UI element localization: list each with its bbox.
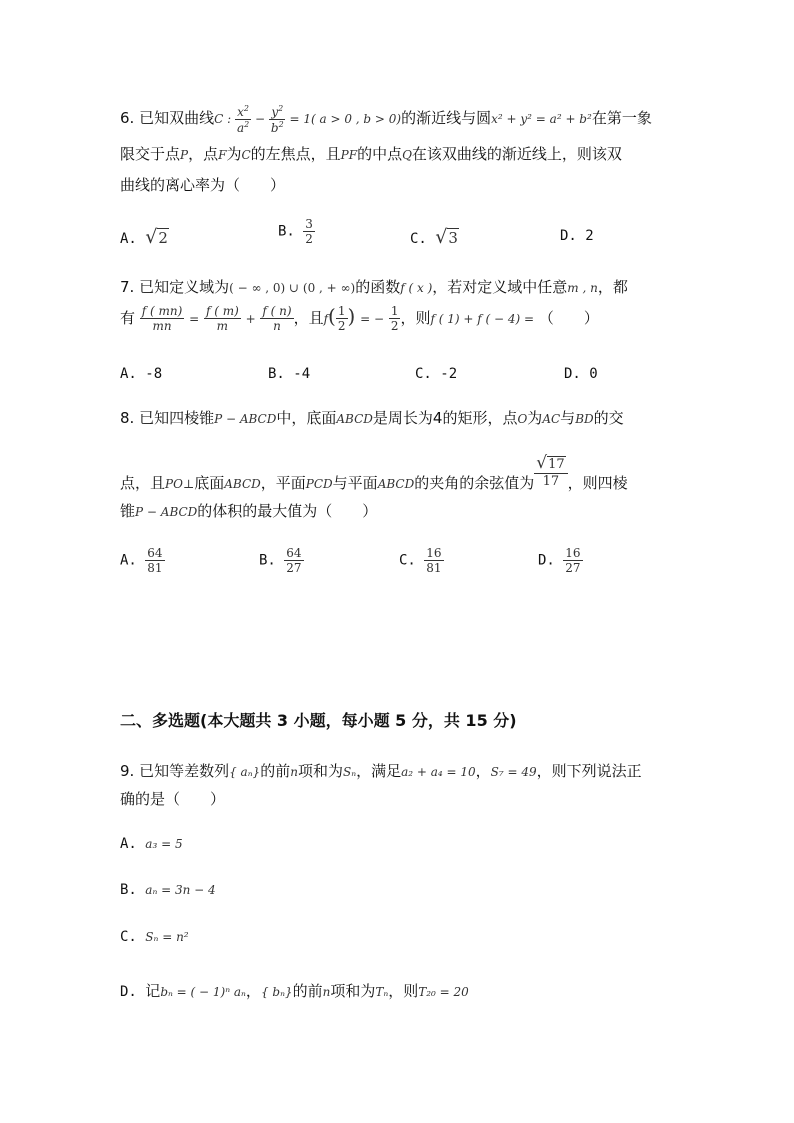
option-label: C. — [120, 929, 137, 945]
q7-text: ，则 — [400, 309, 431, 327]
cond-f: f — [323, 312, 329, 326]
q7-text: 的函数 — [355, 278, 401, 296]
frac-y2-b2: $\frac{y^2}{b^2}$ — [270, 104, 284, 135]
pyramid-expr: P − ABCD — [135, 505, 198, 519]
sqrt-value: 17 — [548, 457, 565, 472]
frac-num: f ( n) — [262, 304, 292, 318]
var-f: F — [218, 148, 227, 162]
option-label: C. — [399, 552, 416, 569]
option-label: C. — [410, 231, 427, 247]
option-text: 的前 — [292, 982, 323, 1000]
a2: a — [236, 121, 245, 135]
q7-text: ，都 — [597, 278, 628, 296]
q9-text: 的前 — [260, 762, 291, 780]
y2: y — [271, 105, 279, 119]
frac-num: 3 — [305, 217, 313, 231]
circle-equation: x² + y² = a² + b² — [491, 112, 592, 126]
var-pf: PF — [340, 148, 358, 162]
cond-a2a4: a₂ + a₄ = 10 — [401, 765, 476, 779]
q8-text: 锥 — [120, 502, 136, 520]
q9-text: ， — [475, 762, 491, 780]
frac-den: 2 — [305, 232, 313, 246]
q6-text: 在该双曲线的渐近线上，则该双 — [411, 145, 622, 163]
var-n: n — [290, 765, 298, 779]
frac-half — [336, 305, 348, 332]
q8-line3 — [120, 500, 377, 523]
q8-text: 点，且 — [120, 474, 166, 492]
q8-line2-text — [120, 474, 534, 492]
frac-x2-a2: $\frac{x^2}{a^2}$ — [236, 104, 250, 135]
option-label: A. — [120, 836, 137, 852]
q6-option-c[interactable] — [410, 226, 459, 248]
option-label: B. — [120, 882, 137, 898]
perp-symbol: ⊥ — [182, 477, 195, 491]
var-po: PO — [165, 477, 183, 491]
q8-text: 与平面 — [332, 474, 378, 492]
plus-sign: + — [245, 312, 256, 326]
option-label: A. — [120, 231, 137, 247]
option-text: ， — [245, 982, 261, 1000]
frac-den: n — [273, 319, 281, 333]
q7-line2: 有 $\frac{f ( mn)}{mn}$ = $\frac{f ( m)}{m}$ + $\frac{f ( n)}{n}$ ，且f( $\frac{1}{2}$ ) = − $\frac{1}{2}$ ，则f ( 1) + f ( − 4) = （ ） — [120, 304, 599, 333]
q9-line2: 确的是（ ） — [120, 790, 226, 808]
var-n: n — [322, 985, 331, 999]
option-expr: bₙ = ( − 1)ⁿ aₙ — [160, 985, 246, 999]
base-abcd: ABCD — [377, 477, 415, 491]
q7-text: 7. 已知定义域为 — [120, 278, 230, 296]
frac-num: 1 — [390, 304, 399, 318]
q6-text: 限交于点 — [120, 145, 181, 163]
q8-text: 的体积的最大值为（ ） — [197, 502, 378, 520]
q8-text: 的交 — [593, 409, 624, 427]
q6-text: 为 — [226, 145, 242, 163]
q9-option-a[interactable] — [120, 836, 183, 852]
frac-den: 2 — [390, 319, 399, 333]
q7-option-c[interactable]: C. -2 — [415, 366, 458, 382]
sqrt-3: √3 — [435, 226, 458, 248]
option-text: 项和为 — [330, 982, 376, 1000]
q6-option-b[interactable] — [278, 218, 315, 245]
q9-text: 项和为 — [297, 762, 343, 780]
q6-line2 — [120, 143, 622, 166]
hyperbola-cond: = 1( a > 0 , b > 0) — [289, 112, 402, 126]
frac-half-2 — [389, 305, 401, 332]
q6-text: 6. 已知双曲线 — [120, 109, 215, 127]
q6-text: 的中点 — [357, 145, 403, 163]
q8-text: ，平面 — [260, 474, 306, 492]
ask-expr: f ( 1) + f ( − 4) = — [430, 312, 535, 326]
frac-num: 64 — [286, 546, 302, 560]
var-sn: Sₙ — [342, 765, 357, 779]
option-label: A. — [120, 552, 137, 569]
frac-num: 64 — [147, 546, 163, 560]
q9-line1 — [120, 760, 642, 783]
q6-line3: 曲线的离心率为（ ） — [120, 176, 286, 194]
q6-option-d[interactable] — [560, 228, 594, 244]
option-text: 记 — [145, 982, 161, 1000]
var-p: P — [180, 148, 189, 162]
sqrt-value: 2 — [158, 229, 168, 247]
q6-line1 — [120, 105, 652, 134]
frac-num: 1 — [337, 304, 346, 318]
q6-text: ，点 — [188, 145, 219, 163]
answer-paren: （ ） — [538, 309, 599, 327]
hyperbola-c: C — [214, 112, 224, 126]
q7-line1 — [120, 276, 628, 299]
seq-bn: { bₙ} — [260, 985, 293, 999]
q9-option-b[interactable] — [120, 882, 216, 898]
option-expr: T₂₀ = 20 — [418, 985, 469, 999]
frac-den: m — [216, 319, 229, 333]
option-label: D. — [538, 552, 555, 569]
frac-den: mn — [152, 319, 172, 333]
q6-text: 的渐近线与圆 — [401, 109, 492, 127]
sqrt-2: √2 — [145, 226, 168, 248]
option-label: D. — [120, 984, 137, 1000]
var-tn: Tₙ — [375, 985, 389, 999]
eq-sign: = — [189, 312, 200, 326]
q8-text: 与 — [560, 409, 576, 427]
cond-s7: S₇ = 49 — [490, 765, 537, 779]
base-abcd: ABCD — [336, 412, 373, 426]
q6-hyperbola: C : $\frac{x^2}{a^2}$ − $\frac{y^2}{b^2}$ = 1( a > 0 , b > 0) — [214, 104, 402, 135]
frac-den: 81 — [147, 561, 163, 575]
q7-text: 有 — [120, 309, 136, 327]
q7-option-a[interactable]: A. -8 — [120, 366, 163, 382]
fx-expr: f ( x ) — [400, 281, 433, 295]
q9-text: 9. 已知等差数列 — [120, 762, 230, 780]
frac-den: 2 — [337, 319, 346, 333]
frac-64-27 — [284, 547, 303, 574]
mn-vars: m , n — [567, 281, 598, 295]
frac-16-81 — [424, 547, 443, 574]
q9-option-d[interactable] — [120, 980, 469, 1002]
q7-text: ，若对定义域中任意 — [432, 278, 568, 296]
var-ac: AC — [542, 412, 561, 426]
frac-cos — [534, 455, 567, 488]
b2: b — [270, 121, 279, 135]
q9-text: ，则下列说法正 — [536, 762, 642, 780]
frac-num: f ( mn) — [141, 304, 183, 318]
q8-option-c[interactable] — [399, 547, 444, 574]
frac-num: f ( m) — [205, 304, 239, 318]
pyramid-expr: P − ABCD — [214, 412, 277, 426]
frac-num: 16 — [565, 546, 581, 560]
q8-text: 的夹角的余弦值为 — [414, 474, 535, 492]
q7-option-b[interactable]: B. -4 — [268, 366, 311, 382]
plane-pcd: PCD — [305, 477, 333, 491]
sqrt-17: √17 — [536, 453, 565, 473]
q7-text: ，且 — [293, 309, 324, 327]
q8-text: 8. 已知四棱锥 — [120, 409, 215, 427]
option-text: ，则 — [388, 982, 419, 1000]
var-bd: BD — [575, 412, 594, 426]
base-abcd: ABCD — [224, 477, 261, 491]
frac-fmn — [140, 305, 185, 332]
x2: x — [237, 105, 244, 119]
q9-text: ，满足 — [356, 762, 402, 780]
frac-den: 17 — [542, 474, 560, 489]
q6-text: 在第一象 — [591, 109, 652, 127]
frac-16-27 — [563, 547, 582, 574]
q6-text: 的左焦点，且 — [250, 145, 341, 163]
q8-text: ，则四棱 — [567, 474, 628, 492]
frac-fm — [204, 305, 241, 332]
frac-fn — [260, 305, 293, 332]
section-heading: 二、多选题(本大题共 3 小题，每小题 5 分，共 15 分) — [120, 711, 517, 730]
domain-expr: ( − ∞ , 0) ∪ (0 , + ∞) — [229, 281, 356, 295]
frac-den: 27 — [565, 561, 581, 575]
seq-an: { aₙ} — [229, 765, 261, 779]
q9-option-c[interactable] — [120, 929, 189, 945]
option-value: 2 — [585, 228, 594, 244]
q8-option-b[interactable] — [259, 547, 304, 574]
frac-num: 16 — [426, 546, 442, 560]
option-expr: a₃ = 5 — [145, 837, 183, 851]
var-c: C — [241, 148, 251, 162]
eq-minus: = − — [360, 312, 385, 326]
q8-line1 — [120, 407, 624, 430]
q8-option-a[interactable] — [120, 547, 165, 574]
frac-3-2 — [303, 218, 315, 245]
q8-text: 是周长为4的矩形，点 — [372, 409, 518, 427]
q8-text: 底面 — [194, 474, 225, 492]
q6-option-a[interactable] — [120, 226, 169, 248]
var-o: O — [517, 412, 528, 426]
q8-text: 为 — [527, 409, 543, 427]
var-q: Q — [402, 148, 412, 162]
q7-option-d[interactable]: D. 0 — [564, 366, 598, 382]
option-expr: Sₙ = n² — [145, 930, 189, 944]
option-expr: aₙ = 3n − 4 — [145, 883, 216, 897]
q8-text: 中，底面 — [276, 409, 337, 427]
q8-option-d[interactable] — [538, 547, 583, 574]
frac-64-81 — [145, 547, 164, 574]
sqrt-value: 3 — [448, 229, 458, 247]
option-label: B. — [259, 552, 276, 569]
frac-den: 81 — [426, 561, 442, 575]
option-label: D. — [560, 228, 577, 244]
frac-den: 27 — [286, 561, 302, 575]
q8-line2 — [120, 441, 628, 492]
option-label: B. — [278, 223, 295, 240]
